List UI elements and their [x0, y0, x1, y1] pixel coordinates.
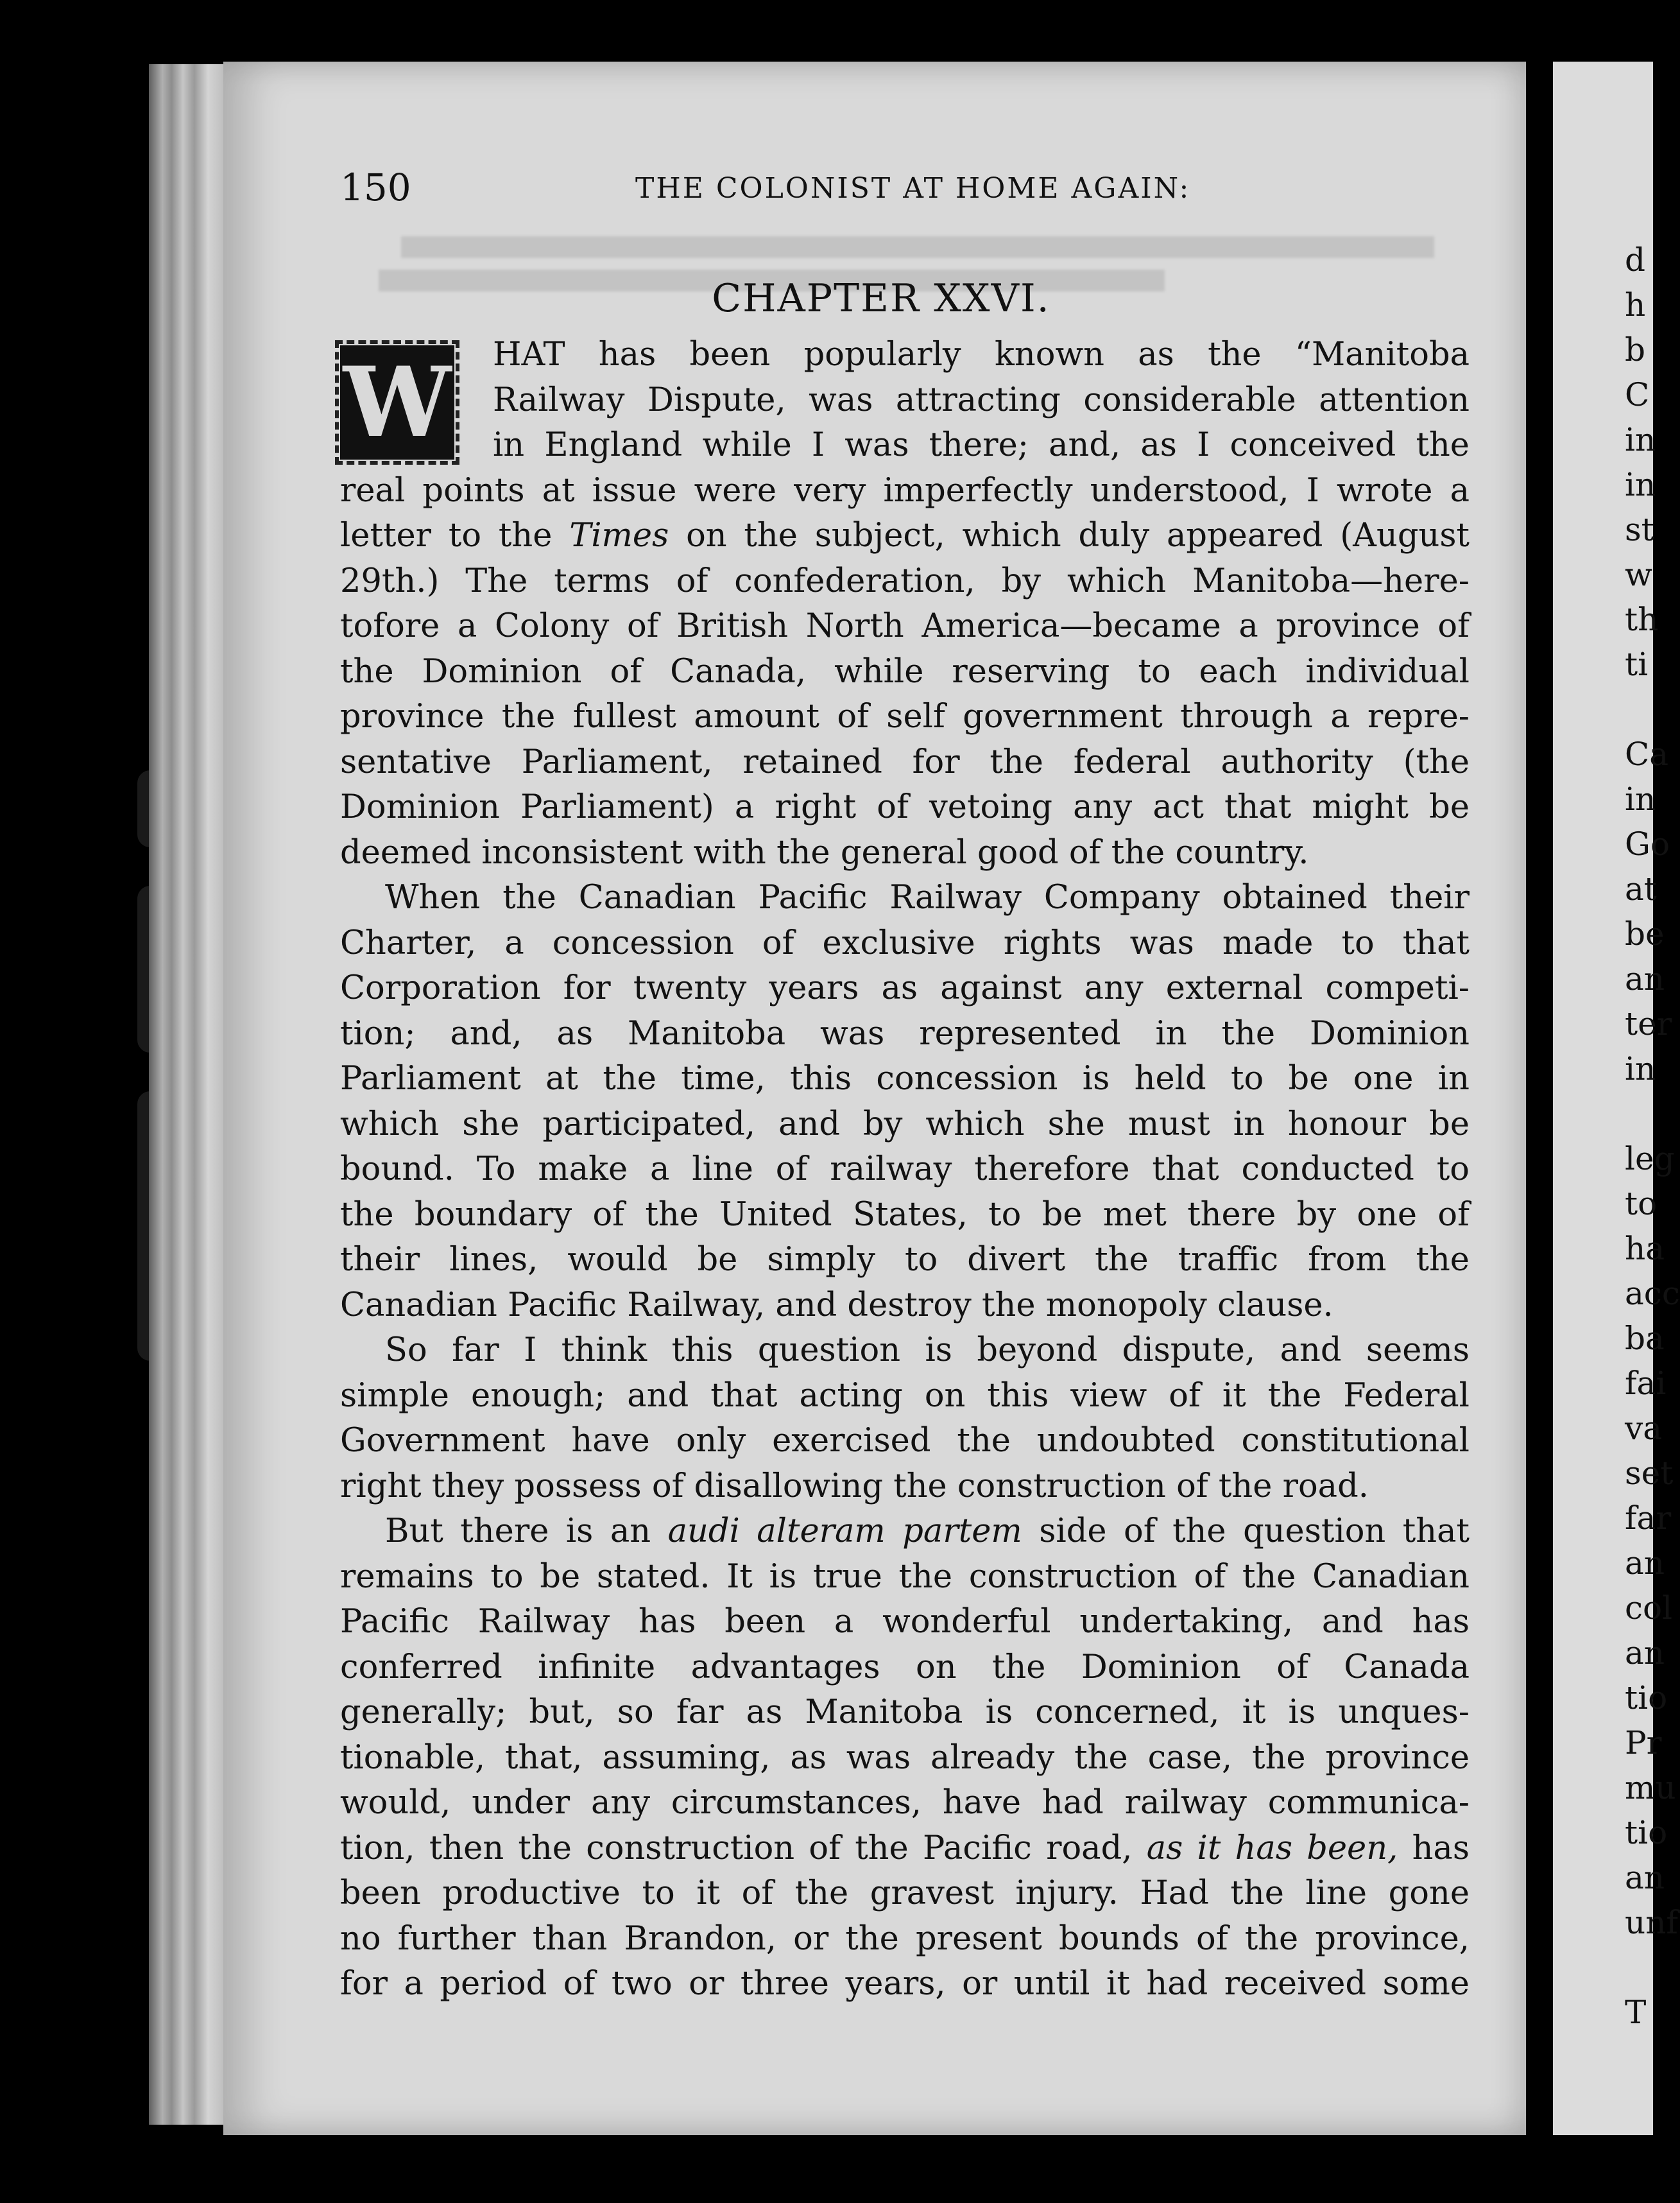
facing-page-fragment: ti [1625, 646, 1649, 683]
facing-page-fragment: in [1625, 781, 1656, 818]
facing-page-text [1625, 238, 1680, 2035]
facing-page-fragment: set [1625, 1455, 1674, 1492]
text-line: the Dominion of Canada, while reserving to each individual [340, 652, 1470, 691]
drop-cap-letter: W [340, 345, 454, 460]
page-number: 150 [340, 166, 411, 209]
facing-page-fragment [1625, 1945, 1653, 1990]
italic-phrase: as it has been, [1146, 1829, 1398, 1867]
facing-page-fragment: far [1625, 1499, 1672, 1537]
facing-page-fragment: an [1625, 1859, 1665, 1896]
facing-page-fragment: tio [1625, 1814, 1668, 1851]
text-line: Railway Dispute, was attracting considerable attention [493, 381, 1470, 419]
text-line: real points at issue were very imperfectly understood, I wrote a [340, 471, 1470, 510]
chapter-title: CHAPTER XXVI. [712, 276, 1050, 321]
text-line: bound. To make a line of railway therefore that conducted to [340, 1150, 1470, 1188]
facing-page-fragment: unf [1625, 1904, 1678, 1941]
running-head [340, 166, 1457, 217]
facing-page-fragment: leg [1625, 1140, 1675, 1177]
text-line: tofore a Colony of British North America—became a province of [340, 607, 1470, 645]
facing-page-fragment: ter [1625, 1005, 1672, 1042]
text-line: Corporation for twenty years as against any external competi- [340, 969, 1470, 1007]
text-line: Charter, a concession of exclusive rights was made to that [340, 924, 1470, 962]
text-line: no further than Brandon, or the present bounds of the province, [340, 1919, 1470, 1958]
text-line: tion; and, as Manitoba was represented in the Dominion [340, 1014, 1470, 1053]
text-line: letter to the Times on the subject, which duly appeared (August [340, 517, 1470, 555]
facing-page-fragment: acc [1625, 1275, 1680, 1312]
facing-page-fragment: tio [1625, 1679, 1668, 1716]
text-line: would, under any circumstances, have had railway communica- [340, 1784, 1470, 1822]
text-line: But there is an audi alteram partem side of the question that [385, 1512, 1470, 1550]
facing-page-fragment: ha [1625, 1230, 1665, 1267]
text-line: conferred infinite advantages on the Dominion of Canada [340, 1648, 1470, 1686]
text-line: HAT has been popularly known as the “Manitoba [493, 336, 1470, 374]
facing-page-fragment: ba [1625, 1320, 1665, 1357]
page-edges [149, 64, 225, 2125]
text-line: When the Canadian Pacific Railway Company obtained their [385, 879, 1470, 917]
facing-page-fragment: st [1625, 511, 1654, 548]
body-text [340, 333, 1470, 2007]
text-line: Canadian Pacific Railway, and destroy the monopoly clause. [340, 1286, 1333, 1324]
facing-page-fragment: w [1625, 556, 1652, 593]
facing-page-fragment: Ca [1625, 736, 1669, 773]
facing-page-fragment: at [1625, 870, 1657, 908]
text-line: Dominion Parliament) a right of vetoing any act that might be [340, 788, 1470, 826]
text-line: remains to be stated. It is true the construction of the Canadian [340, 1557, 1470, 1596]
text-line: So far I think this question is beyond dispute, and seems [385, 1331, 1470, 1369]
text-line: tion, then the construction of the Pacific road, as it has been, has [340, 1829, 1470, 1867]
text-line: tionable, that, assuming, as was already the case, the province [340, 1738, 1470, 1777]
text-line: been productive to it of the gravest injury. Had the line gone [340, 1874, 1470, 1912]
facing-page-fragment [1625, 1091, 1653, 1136]
facing-page-fragment: Go [1625, 825, 1670, 863]
text-line: for a period of two or three years, or until it had received some [340, 1965, 1470, 2003]
facing-page-fragment: d [1625, 241, 1646, 279]
text-line: which she participated, and by which she must in honour be [340, 1105, 1470, 1143]
text-line: deemed inconsistent with the general good of the country. [340, 833, 1309, 872]
facing-page-fragment: C [1625, 376, 1650, 413]
facing-page-fragment: in [1625, 421, 1656, 458]
facing-page-fragment: in [1625, 466, 1656, 503]
facing-page-fragment: b [1625, 331, 1646, 368]
facing-page-fragment: to [1625, 1185, 1658, 1222]
text-line: generally; but, so far as Manitoba is concerned, it is unques- [340, 1693, 1470, 1731]
text-line: their lines, would be simply to divert the traffic from the [340, 1241, 1470, 1279]
text-line: Pacific Railway has been a wonderful undertaking, and has [340, 1603, 1470, 1641]
facing-page-fragment: an [1625, 960, 1665, 998]
italic-title: Times [569, 517, 669, 555]
facing-page-fragment: col [1625, 1589, 1673, 1627]
text-line: right they possess of disallowing the construction of the road. [340, 1467, 1369, 1505]
text-line: sentative Parliament, retained for the federal authority (the [340, 743, 1470, 781]
facing-page-fragment: fai [1625, 1365, 1667, 1402]
facing-page-fragment [1625, 687, 1653, 732]
running-head-title: THE COLONIST AT HOME AGAIN: [635, 172, 1191, 205]
facing-page-fragment: Pr [1625, 1724, 1662, 1761]
facing-page-fragment: an [1625, 1544, 1665, 1582]
facing-page-fragment: h [1625, 286, 1646, 324]
facing-page-fragment: va [1625, 1410, 1663, 1447]
facing-page-fragment: an [1625, 1634, 1665, 1672]
text-line: province the fullest amount of self government through a repre- [340, 698, 1470, 736]
text-line: in England while I was there; and, as I conceived the [493, 426, 1470, 464]
italic-phrase: audi alteram partem [667, 1512, 1022, 1550]
text-line: Parliament at the time, this concession is held to be one in [340, 1060, 1470, 1098]
facing-page-fragment: in [1625, 1050, 1656, 1087]
facing-page-fragment: be [1625, 915, 1665, 953]
text-line: the boundary of the United States, to be met there by one of [340, 1195, 1470, 1234]
text-line: simple enough; and that acting on this view of it the Federal [340, 1376, 1470, 1415]
facing-page-fragment: th [1625, 601, 1659, 638]
text-line: Government have only exercised the undoubted constitutional [340, 1422, 1470, 1460]
facing-page-fragment: mu [1625, 1769, 1676, 1806]
facing-page-fragment: T [1625, 1994, 1647, 2031]
text-line: 29th.) The terms of confederation, by which Manitoba—here- [340, 562, 1470, 600]
